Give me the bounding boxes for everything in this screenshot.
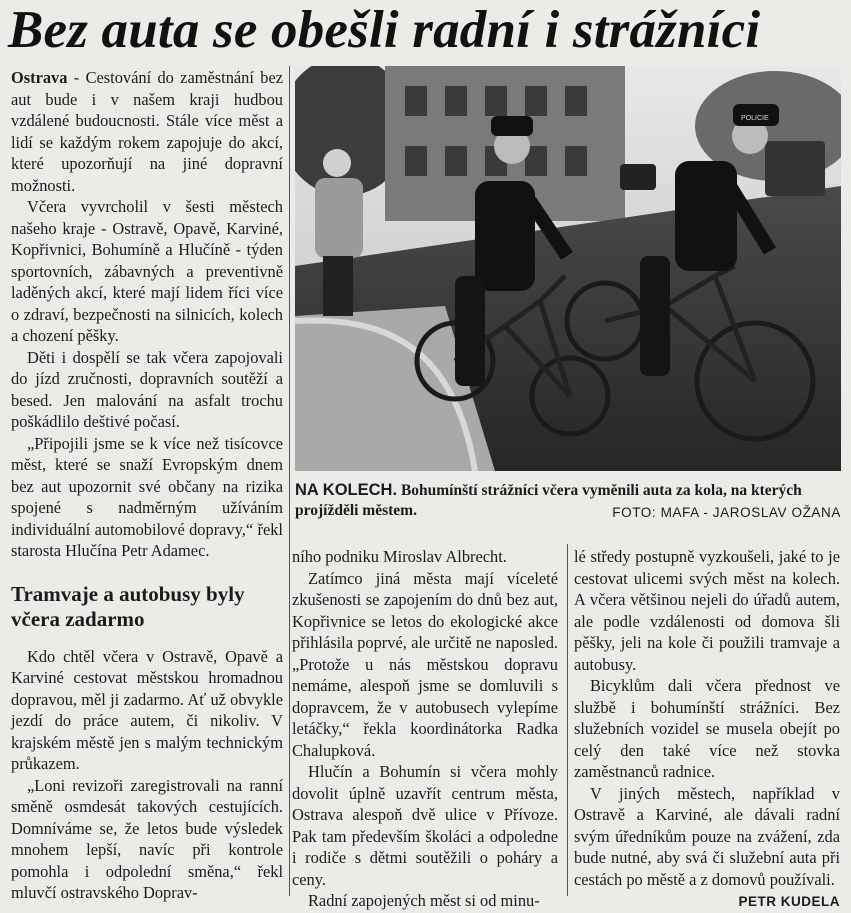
cap-badge-text: POLICIE — [741, 115, 769, 122]
paragraph: Ostrava - Cestování do zaměstnání bez aut bude i v našem kraji hudbou vzdálené budoucnosti. Stále více měst a lidí se každým rokem zapojuje do akcí, které upozorňují na jiné dopravní možnosti. — [11, 68, 283, 195]
paragraph: „Loni revizoři zaregistrovali na ranní směně osmdesát takových cestujících. Domníváme se, že letos bude výsledek mnohem lepší, navíc při kontrole pomohla i odpolední směna,“ řekl mluvčí ostravského Doprav- — [11, 775, 283, 902]
article-column-2 — [292, 546, 558, 912]
paragraph: Hlučín a Bohumín si včera mohly dovolit úplně uzavřít centrum města, Ostrava alespoň dvě ulice v Přívoze. Pak tam především školáci a odpoledne i rodiče s dětmi soutěžili o poháry a ceny. — [292, 762, 558, 889]
dateline: Ostrava — [11, 68, 68, 87]
paragraph: Bicyklům dali včera přednost ve službě i bohumínští strážníci. Bez služebních vozidel se musela obejít po celý den také více než stovka zaměstnanců radnice. — [574, 676, 840, 781]
article-column-3 — [574, 546, 840, 913]
photo-cyclists — [295, 66, 841, 471]
paragraph: ního podniku Miroslav Albrecht. — [292, 547, 507, 566]
paragraph: „Připojili jsme se k více než tisícovce měst, které se snaží Evropským dnem bez aut upozornit své občany na rizika spojené s nadměrným užíváním individuální automobilové dopravy,“ řekl starosta Hlučína Petr Adamec. — [11, 433, 283, 560]
caption-lead: NA KOLECH. — [295, 481, 398, 499]
headline: Bez auta se obešli radní i strážníci — [8, 1, 761, 59]
caption-text: Bohumínští strážníci včera vyměnili auta za kola, na kterých projížděli městem. — [295, 482, 802, 519]
column-divider — [289, 66, 290, 896]
paragraph: Zatímco jiná města mají víceleté zkušenosti se zapojením do dnů bez aut, Kopřivnice se letos do ekologické akce přihlásila poprvé, ale určitě ne naposled. „Protože u nás městskou dopravu nemáme, alespoň jsme se domluvili s dopravcem, že v autobusech vylepíme letáčky,“ řekla koordinátorka Radka Chalupková. — [292, 568, 558, 760]
paragraph: Včera vyvrcholil v šesti městech našeho kraje - Ostravě, Opavě, Karviné, Kopřivnici, Bohumíně a Hlučíně - týden sportovních, zábavných a preventivně laděných akcí, které mají lidem říci více o zdraví, bezpečnosti na silnicích, kolech a chození pěšky. — [11, 197, 283, 345]
author-byline: PETR KUDELA — [738, 894, 840, 909]
paragraph: Děti i dospělí se tak včera zapojovali do jízd zručnosti, dopravních soutěží a besed. Jen malování na asfalt trochu poškádlilo deštivé počasí. — [11, 347, 283, 431]
paragraph: Radní zapojených měst si od minu- — [308, 891, 540, 910]
column-divider — [567, 544, 568, 896]
news-photo — [295, 66, 841, 471]
paragraph: lé středy postupně vyzkoušeli, jaké to je cestovat ulicemi svých měst na kolech. A včera většinou nejeli do úřadů autem, ale podle vzdálenosti od domova šli pěšky, jeli na kole či použili tramvaje a autobusy. — [574, 547, 840, 674]
photo-credit: FOTO: MAFA - JAROSLAV OŽANA — [612, 505, 841, 520]
paragraph: V jiných městech, například v Ostravě a Karviné, ale dávali radní svým úředníkům pouze na zvážení, zda bude nutné, aby svá či služební auta při cestách po městě a z domovů používali. PETR KUDELA — [574, 783, 840, 891]
paragraph: Kdo chtěl včera v Ostravě, Opavě a Karviné cestovat městskou hromadnou dopravou, měl ji zadarmo. Ať už obvykle jezdí do práce autem, či nikoliv. V krajském městě jen s malým technickým průkazem. — [11, 646, 283, 773]
subheading: Tramvaje a autobusy byly včera zadarmo — [11, 581, 245, 631]
article-column-1 — [11, 67, 283, 904]
